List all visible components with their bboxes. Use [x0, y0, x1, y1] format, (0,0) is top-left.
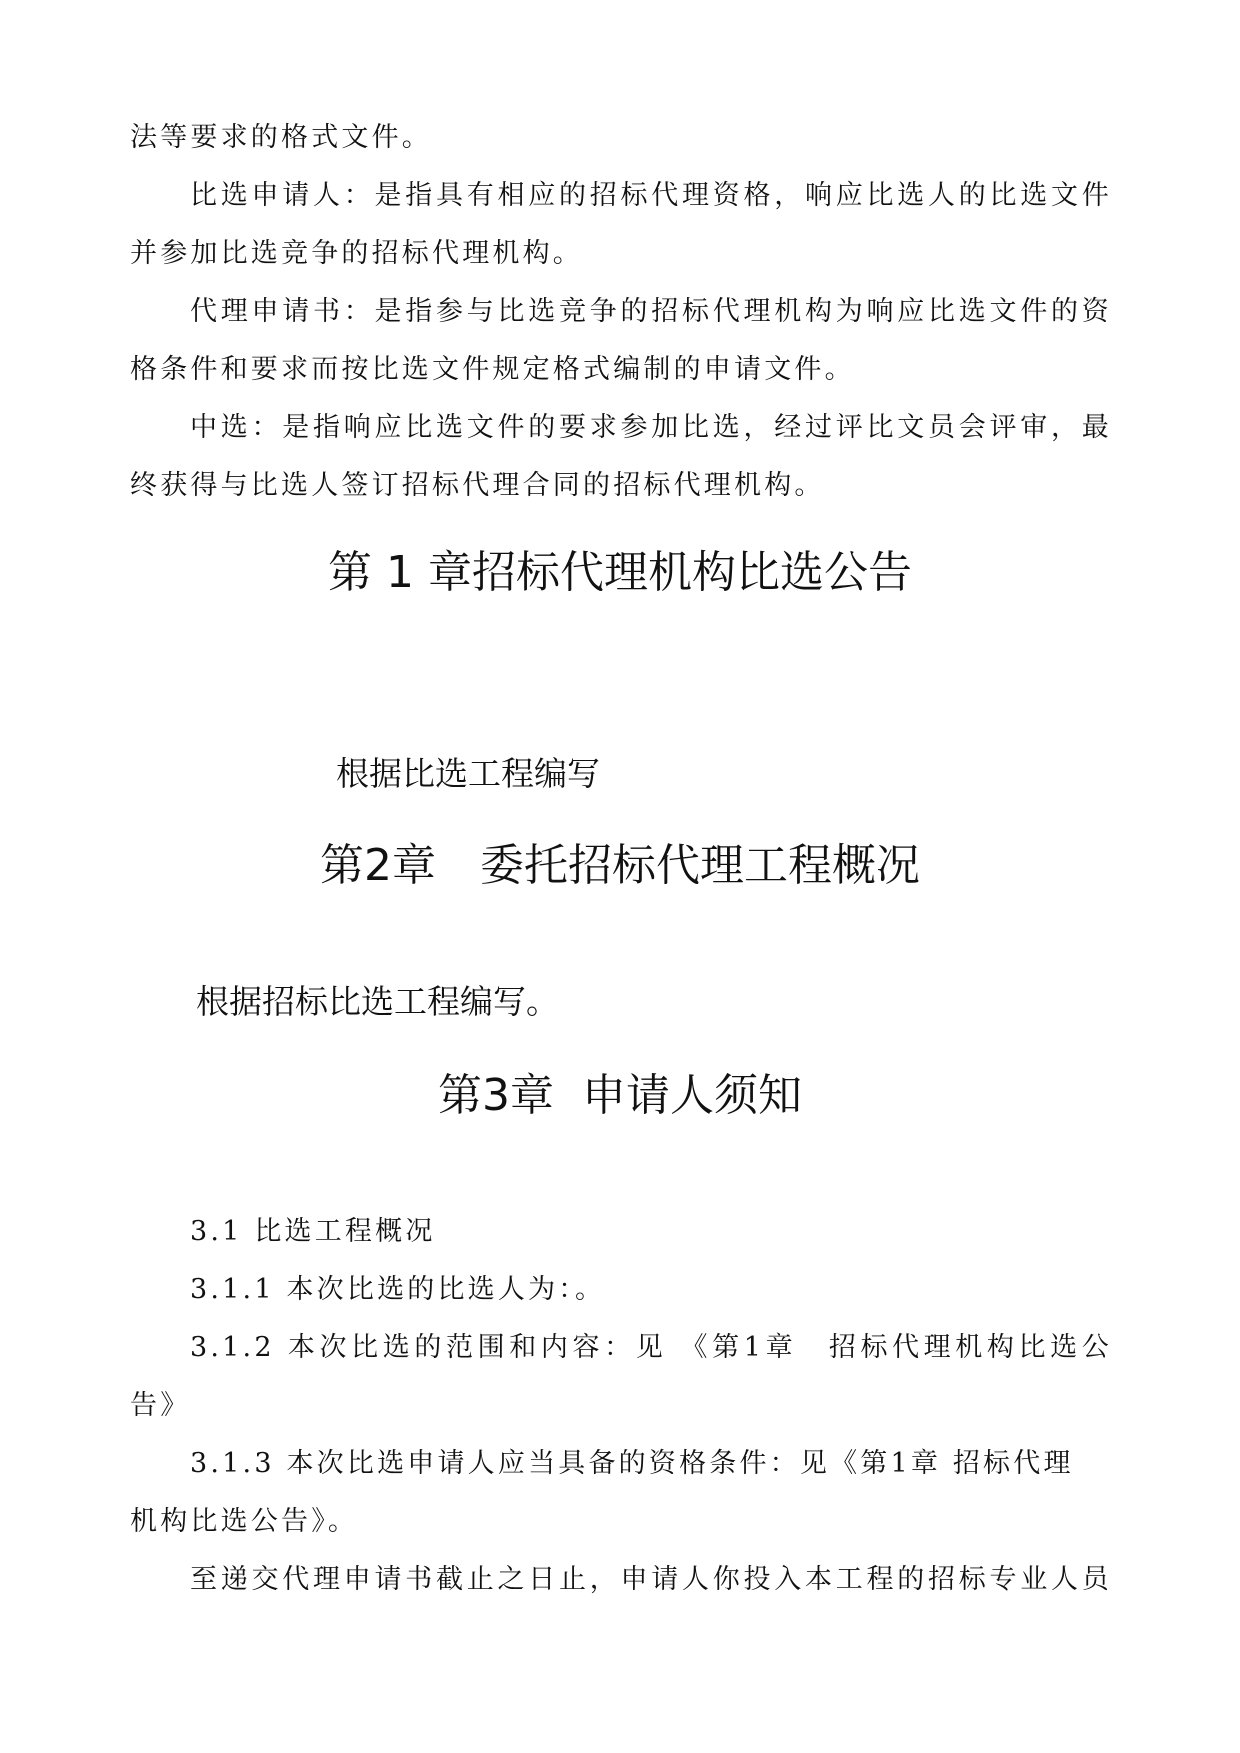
section-item: 告》 [130, 1390, 191, 1421]
chapter-1-note: 根据比选工程编写 [336, 754, 600, 793]
section-item: 3.1.2 本次比选的范围和内容：见 《第1章 招标代理机构比选公 [190, 1332, 1112, 1363]
chapter-3-heading: 第3章 申请人须知 [438, 1070, 802, 1121]
section-item: 至递交代理申请书截止之日止，申请人你投入本工程的招标专业人员 [190, 1564, 1112, 1595]
section-item: 机构比选公告》。 [130, 1506, 359, 1537]
chapter-2-note: 根据招标比选工程编写。 [196, 982, 559, 1021]
paragraph-line: 格条件和要求而按比选文件规定格式编制的申请文件。 [130, 354, 855, 385]
chapter-2-heading: 第2章 委托招标代理工程概况 [320, 840, 920, 891]
paragraph-line: 代理申请书：是指参与比选竞争的招标代理机构为响应比选文件的资 [190, 296, 1112, 327]
paragraph-line: 终获得与比选人签订招标代理合同的招标代理机构。 [130, 470, 825, 501]
paragraph-line: 中选：是指响应比选文件的要求参加比选，经过评比文员会评审，最 [190, 412, 1112, 443]
paragraph-line: 并参加比选竞争的招标代理机构。 [130, 238, 583, 269]
paragraph-line: 法等要求的格式文件。 [130, 122, 432, 153]
section-item: 3.1.1 本次比选的比选人为：。 [190, 1274, 606, 1305]
section-item: 3.1.3 本次比选申请人应当具备的资格条件：见《第1章 招标代理 [190, 1448, 1074, 1479]
section-item: 3.1 比选工程概况 [190, 1216, 436, 1247]
paragraph-line: 比选申请人：是指具有相应的招标代理资格，响应比选人的比选文件 [190, 180, 1112, 211]
chapter-1-heading: 第 1 章招标代理机构比选公告 [328, 547, 912, 598]
